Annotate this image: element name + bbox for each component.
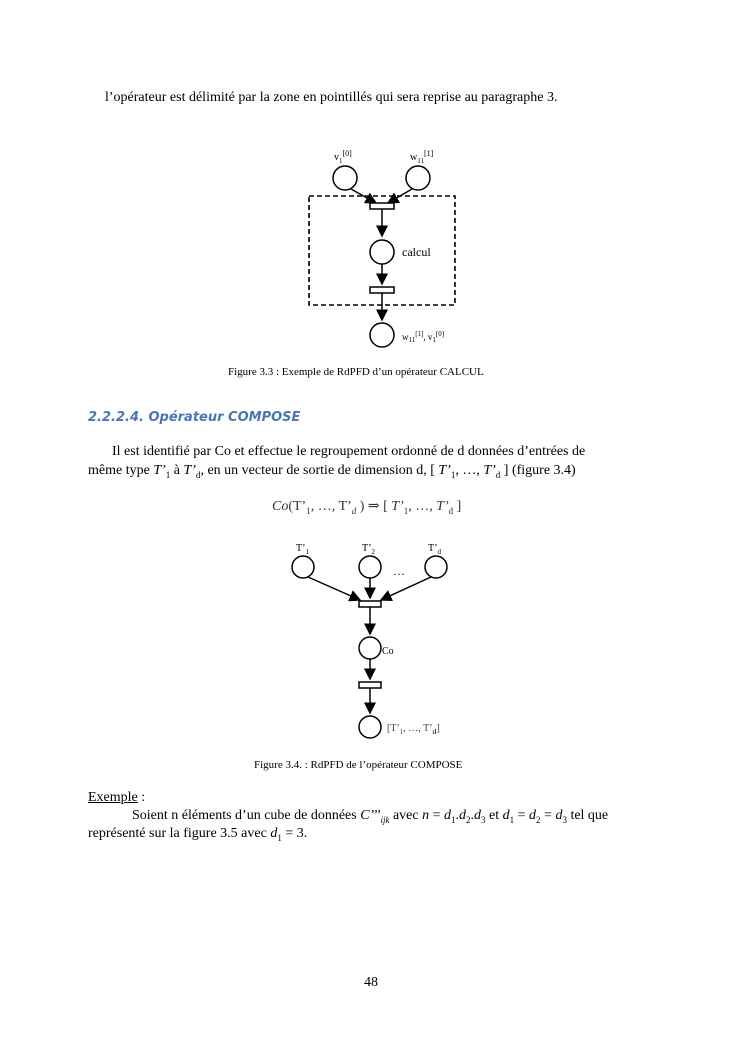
label-co: Co [382, 646, 394, 657]
place-td [425, 556, 447, 578]
figure-3-3-caption: Figure 3.3 : Exemple de RdPFD d’un opérateur CALCUL [228, 366, 484, 378]
place-output [370, 323, 394, 347]
page-number: 48 [364, 975, 378, 990]
transition-1 [370, 203, 394, 209]
example-line-2: représenté sur la figure 3.5 avec $d_1 = 3$. [88, 826, 308, 843]
label-t1: $T’_1$ [296, 543, 309, 556]
place-co [359, 637, 381, 659]
label-v-input: $v_1[0]$ [334, 149, 352, 165]
place-t1 [292, 556, 314, 578]
place-calcul [370, 240, 394, 264]
figure-3-4-caption: Figure 3.4. : RdPFD de l’opérateur COMPOSE [254, 759, 463, 771]
section-heading: 2.2.2.4. Opérateur COMPOSE [88, 410, 301, 425]
transition-2 [370, 287, 394, 293]
compose-formula: $Co(T’_1$, …, $T’_d$ ) ⇒ [ $T’_1$, …, $T’_d$ ] [272, 499, 462, 516]
ellipsis: … [393, 564, 405, 578]
intro-line: l’opérateur est délimité par la zone en pointillés qui sera reprise au paragraphe 3. [105, 90, 558, 105]
label-output: $w_{11}[1]$, $v_1[0]$ [402, 330, 445, 344]
label-td: $T’_d$ [428, 543, 441, 556]
example-line-1: Soient n éléments d’un cube de données $C’’’_{ijk}$ avec $n = d_1.d_2.d_3$ et $d_1 = d_2 = d_3$ tel que [132, 808, 609, 825]
transition-output [359, 682, 381, 688]
label-w-input: $w_{11}[1]$ [410, 149, 434, 165]
place-t2 [359, 556, 381, 578]
figure-3-4-diagram [0, 535, 744, 755]
transition-compose [359, 601, 381, 607]
place-output-vector [359, 716, 381, 738]
label-output-vector: [$T’_1$, …, $T’_d$] [387, 723, 440, 736]
paragraph-line-1: Il est identifié par Co et effectue le regroupement ordonné de d données d’entrées de [112, 444, 586, 459]
example-title: Exemple : [88, 790, 146, 805]
label-t2: $T’_2$ [362, 543, 375, 556]
place-w-input [406, 166, 430, 190]
paragraph-line-2: même type $T’_1$ à $T’_d$, en un vecteur de sortie de dimension d, [ $T’_1$, …, $T’_d$ ] (figure 3.4) [88, 463, 576, 480]
place-v-input [333, 166, 357, 190]
label-calcul: calcul [402, 245, 431, 259]
